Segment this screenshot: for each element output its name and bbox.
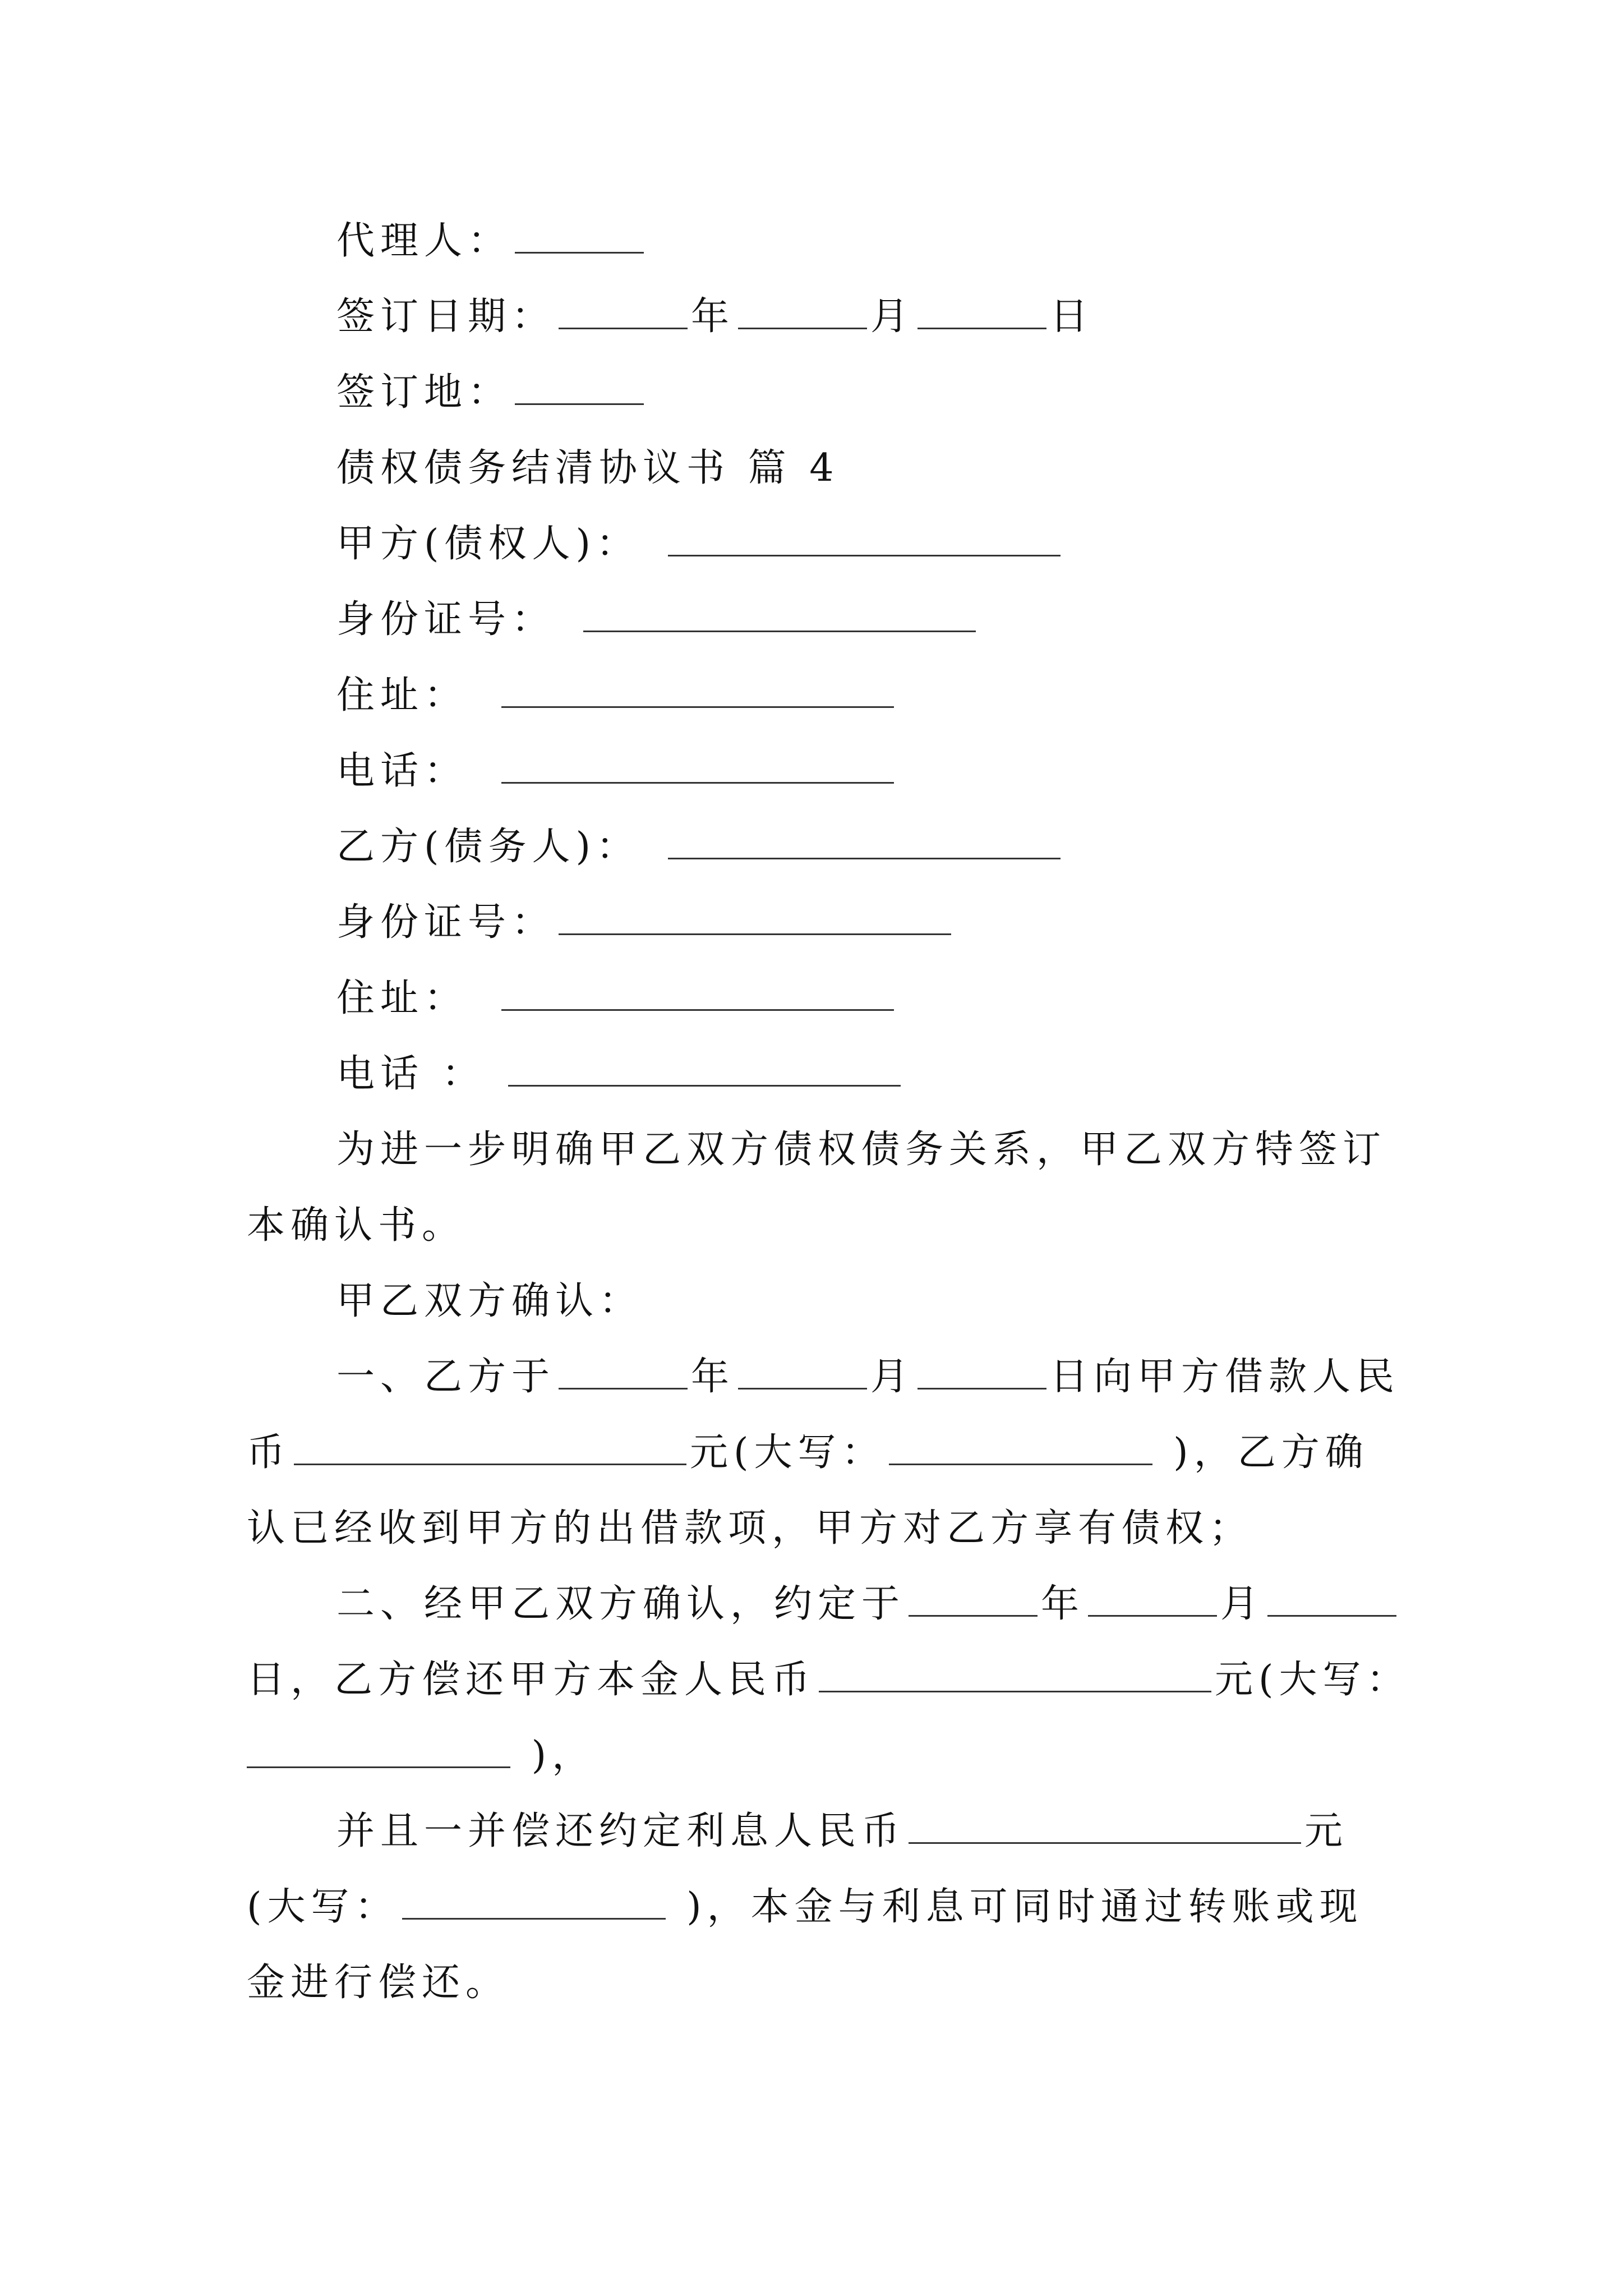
item-2-line-3: [247, 1718, 1413, 1794]
item-3-line-3: [247, 1945, 1413, 2021]
item-3-capital-blank: [402, 1885, 666, 1920]
party-b-blank: [668, 825, 1061, 859]
party-b-label: 乙方(债务人)：: [336, 825, 640, 869]
item-1-month: 月: [870, 1355, 915, 1399]
item-1-text-l2a: 币: [247, 1430, 291, 1475]
item-1-line-3: [247, 1490, 1413, 1567]
confirm-text: 甲乙双方确认：: [336, 1279, 643, 1323]
paragraph-1-text-1: 为进一步明确甲乙双方债权债务关系，甲乙双方特签订: [336, 1128, 1387, 1172]
item-1-text-l3: 认已经收到甲方的出借款项，甲方对乙方享有债权；: [247, 1506, 1253, 1550]
phone-label-b: 电话 ：: [336, 1052, 486, 1096]
id-blank-a: [583, 598, 976, 632]
agent-blank: [515, 219, 644, 254]
item-1-year: 年: [691, 1355, 735, 1399]
item-1-amount-blank: [294, 1431, 686, 1465]
phone-label-a: 电话：: [336, 749, 468, 793]
address-label-a: 住址：: [336, 673, 468, 717]
item-1-line-1: [336, 1339, 1413, 1415]
phone-line-a: [336, 733, 1413, 809]
party-a-line: [336, 506, 1413, 582]
item-3-text-l3: 金进行偿还。: [247, 1961, 510, 2005]
agent-label: 代理人：: [336, 219, 512, 263]
phone-blank-a: [501, 749, 894, 784]
sign-date-line: [336, 279, 1413, 355]
day-blank: [917, 295, 1046, 329]
id-line-b: [336, 885, 1413, 961]
item-2-text-l2a: 日，乙方偿还甲方本金人民币: [247, 1658, 816, 1702]
address-label-b: 住址：: [336, 976, 468, 1020]
section-title: [336, 430, 1413, 507]
sign-place-label: 签订地：: [336, 370, 512, 415]
item-3-line-2: [247, 1869, 1413, 1945]
paragraph-1-line-2: [247, 1188, 1413, 1264]
month-label: 月: [870, 295, 915, 339]
sign-date-label: 签订日期：: [336, 295, 556, 339]
item-1-capital-blank: [889, 1431, 1152, 1465]
item-1-text-a: 一、乙方于: [336, 1355, 556, 1399]
item-2-day-blank: [1267, 1582, 1396, 1617]
item-3-interest-blank: [909, 1810, 1301, 1844]
party-a-blank: [668, 522, 1061, 556]
item-3-text-l2a: (大写：: [247, 1885, 399, 1929]
party-a-label: 甲方(债权人)：: [336, 522, 640, 566]
item-3-line-1: [336, 1793, 1413, 1870]
address-blank-a: [501, 674, 894, 708]
item-2-line-2: [247, 1642, 1413, 1718]
id-label-a: 身份证号：: [336, 597, 556, 642]
agent-line: [336, 203, 1413, 279]
phone-blank-b: [508, 1052, 901, 1087]
item-1-text-b: 日向甲方借款人民: [1050, 1355, 1400, 1399]
item-2-text-l3b: )，: [514, 1733, 596, 1778]
item-1-month-blank: [738, 1355, 867, 1389]
id-label-b: 身份证号：: [336, 900, 556, 945]
item-1-line-2: [247, 1415, 1413, 1491]
item-2-line-1: [336, 1566, 1413, 1642]
year-label: 年: [691, 295, 735, 339]
item-1-day-blank: [917, 1355, 1046, 1389]
item-2-text-l2b: 元(大写：: [1215, 1658, 1410, 1702]
item-1-year-blank: [559, 1355, 688, 1389]
id-blank-b: [559, 901, 951, 935]
id-line-a: [336, 582, 1413, 658]
item-3-text-a: 并且一并偿还约定利息人民币: [336, 1809, 906, 1853]
paragraph-1-line-1: [336, 1112, 1413, 1188]
address-blank-b: [501, 977, 894, 1011]
item-1-text-l2b: 元(大写：: [690, 1430, 886, 1475]
party-b-line: [336, 809, 1413, 885]
phone-line-b: [336, 1036, 1413, 1112]
year-blank: [559, 295, 688, 329]
sign-place-blank: [515, 371, 644, 405]
sign-place-line: [336, 355, 1413, 431]
item-2-capital-blank: [247, 1734, 510, 1768]
item-2-text-a: 二、经甲乙双方确认，约定于: [336, 1582, 906, 1626]
paragraph-1-text-2: 本确认书。: [247, 1203, 466, 1248]
item-2-month-blank: [1088, 1582, 1217, 1617]
item-2-month: 月: [1220, 1582, 1265, 1626]
item-3-text-b: 元: [1304, 1809, 1349, 1853]
address-line-a: [336, 657, 1413, 734]
address-line-b: [336, 960, 1413, 1037]
item-3-text-l2b: )，本金与利息可同时通过转账或现: [668, 1885, 1363, 1929]
item-2-amount-blank: [819, 1658, 1211, 1692]
confirm-line: [336, 1263, 1413, 1340]
month-blank: [738, 295, 867, 329]
day-label: 日: [1050, 295, 1094, 339]
item-1-text-l2c: )，乙方确: [1155, 1430, 1369, 1475]
item-2-year-blank: [909, 1582, 1038, 1617]
section-title-text: 债权债务结清协议书 篇 4: [336, 446, 840, 490]
item-2-year: 年: [1041, 1582, 1085, 1626]
